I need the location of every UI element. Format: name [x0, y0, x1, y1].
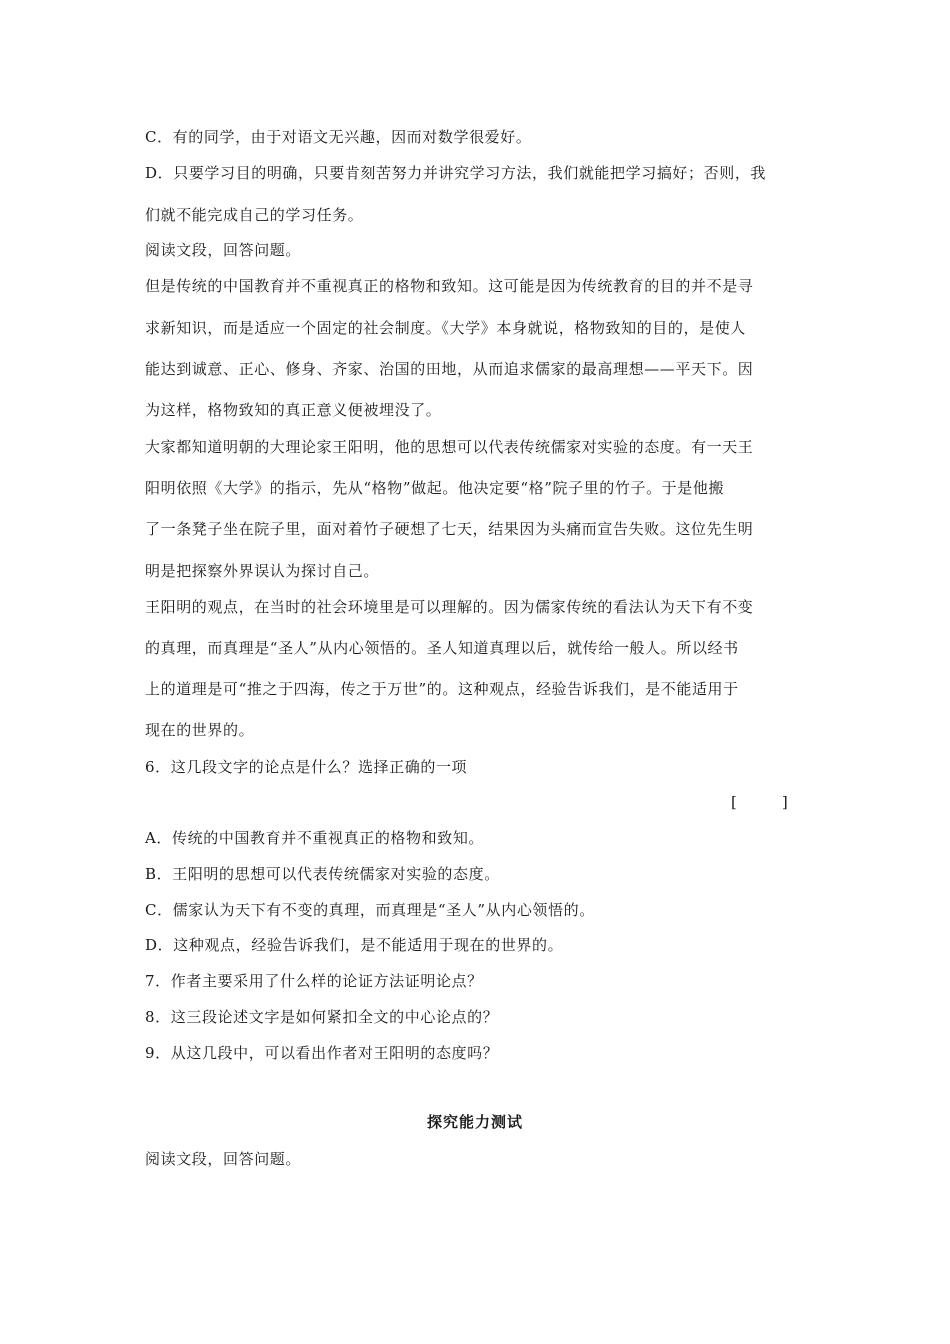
passage-p3-line-1: 王阳明的观点，在当时的社会环境里是可以理解的。因为儒家传统的看法认为天下有不变	[145, 598, 754, 616]
passage-p3-line-2: 的真理，而真理是“圣人”从内心领悟的。圣人知道真理以后，就传给一般人。所以经书	[145, 639, 739, 657]
q6-option-c: C．儒家认为天下有不变的真理，而真理是“圣人”从内心领悟的。	[145, 901, 595, 919]
question-9: 9．从这几段中，可以看出作者对王阳明的态度吗？	[145, 1044, 499, 1062]
passage-p1-line-4: 为这样，格物致知的真正意义便被埋没了。	[145, 401, 442, 419]
option-d-line-1: D．只要学习目的明确，只要肯刻苦努力并讲究学习方法，我们就能把学习搞好；否则，我	[145, 164, 767, 182]
section-title: 探究能力测试	[426, 1113, 523, 1131]
passage-p2-line-4: 明是把探察外界误认为探讨自己。	[145, 562, 380, 580]
option-c-line: C．有的同学，由于对语文无兴趣，因而对数学很爱好。	[145, 128, 532, 146]
passage-p3-line-4: 现在的世界的。	[145, 721, 255, 739]
passage-p2-line-2: 阳明依照《大学》的指示，先从“格物”做起。他决定要“格”院子里的竹子。于是他搬	[145, 479, 725, 497]
option-d-line-2: 们就不能完成自己的学习任务。	[145, 206, 364, 224]
reading-prompt-2: 阅读文段，回答问题。	[145, 1150, 302, 1168]
question-7: 7．作者主要采用了什么样的论证方法证明论点？	[145, 972, 483, 990]
passage-p2-line-1: 大家都知道明朝的大理论家王阳明，他的思想可以代表传统儒家对实验的态度。有一天王	[145, 438, 754, 456]
question-8: 8．这三段论述文字是如何紧扣全文的中心论点的？	[145, 1008, 499, 1026]
question-6-stem: 6．这几段文字的论点是什么？选择正确的一项	[145, 758, 468, 776]
answer-bracket: [ ]	[731, 793, 788, 811]
passage-p1-line-1: 但是传统的中国教育并不重视真正的格物和致知。这可能是因为传统教育的目的并不是寻	[145, 277, 754, 295]
passage-p2-line-3: 了一条凳子坐在院子里，面对着竹子硬想了七天，结果因为头痛而宣告失败。这位先生明	[145, 520, 754, 538]
reading-prompt: 阅读文段，回答问题。	[145, 241, 302, 259]
q6-option-b: B．王阳明的思想可以代表传统儒家对实验的态度。	[145, 865, 500, 883]
passage-p3-line-3: 上的道理是可“推之于四海，传之于万世”的。这种观点，经验告诉我们，是不能适用于	[145, 680, 739, 698]
q6-option-d: D．这种观点，经验告诉我们，是不能适用于现在的世界的。	[145, 936, 564, 954]
passage-p1-line-2: 求新知识，而是适应一个固定的社会制度。《大学》本身就说，格物致知的目的，是使人	[145, 319, 746, 337]
q6-option-a: A．传统的中国教育并不重视真正的格物和致知。	[145, 829, 485, 847]
passage-p1-line-3: 能达到诚意、正心、修身、齐家、治国的田地，从而追求儒家的最高理想——平天下。因	[145, 360, 754, 378]
